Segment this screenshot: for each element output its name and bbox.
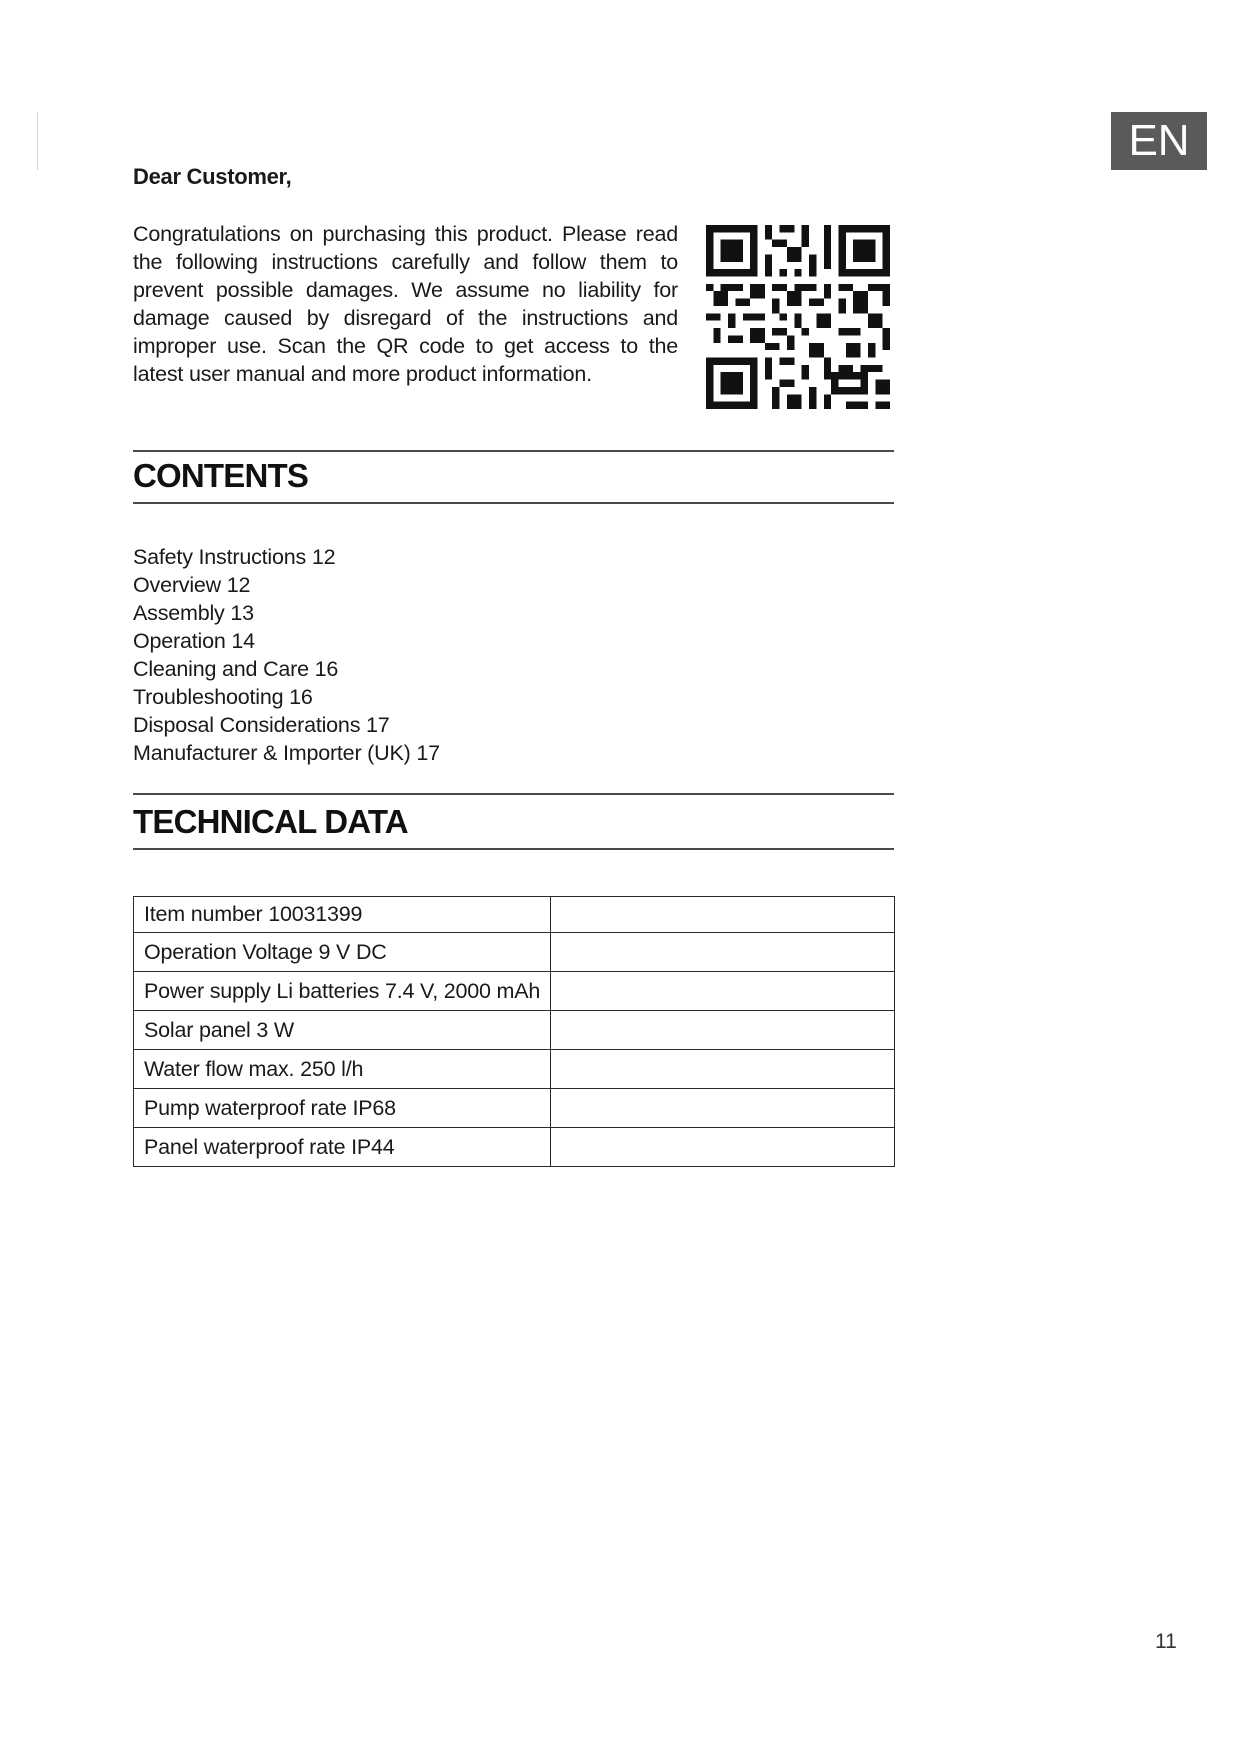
contents-item[interactable]: Safety Instructions 12 — [133, 545, 336, 569]
table-row — [134, 933, 895, 972]
table-cell-spec: Panel waterproof rate IP44 — [134, 1128, 551, 1167]
table-row — [134, 1128, 895, 1167]
page-number: 11 — [1155, 1630, 1177, 1653]
table-cell-spec: Solar panel 3 W — [134, 1011, 551, 1050]
contents-item[interactable]: Troubleshooting 16 — [133, 685, 313, 709]
qr-code[interactable] — [706, 224, 890, 410]
table-row — [134, 1011, 895, 1050]
technical-data-bottom-rule — [133, 848, 894, 850]
table-row — [134, 972, 895, 1011]
table-cell-spec: Operation Voltage 9 V DC — [134, 933, 551, 972]
technical-data-top-rule — [133, 793, 894, 795]
table-cell-spec: Item number 10031399 — [134, 897, 551, 933]
contents-title: CONTENTS — [133, 457, 309, 494]
language-badge: EN — [1111, 112, 1207, 170]
contents-item[interactable]: Overview 12 — [133, 573, 251, 597]
table-cell-empty — [551, 1050, 895, 1089]
contents-list — [133, 543, 440, 767]
contents-item[interactable]: Cleaning and Care 16 — [133, 657, 339, 681]
table-cell-empty — [551, 1011, 895, 1050]
table-cell-empty — [551, 933, 895, 972]
contents-item[interactable]: Operation 14 — [133, 629, 255, 653]
table-cell-spec: Pump waterproof rate IP68 — [134, 1089, 551, 1128]
greeting: Dear Customer, — [133, 164, 292, 189]
table-cell-spec: Power supply Li batteries 7.4 V, 2000 mAh — [134, 972, 551, 1011]
contents-item[interactable]: Manufacturer & Importer (UK) 17 — [133, 741, 440, 765]
contents-item[interactable]: Disposal Considerations 17 — [133, 713, 390, 737]
intro-paragraph: Congratulations on purchasing this product. Please read the following instructions carefully and follow them to prevent possible damages. We assume no liability for damage caused by disregard of the instructions and improper use. Scan the QR code to get access to the latest user manual and more product information. — [133, 222, 678, 386]
technical-data-title: TECHNICAL DATA — [133, 803, 408, 840]
table-row — [134, 1050, 895, 1089]
table-cell-empty — [551, 1128, 895, 1167]
contents-bottom-rule — [133, 502, 894, 504]
table-cell-empty — [551, 972, 895, 1011]
margin-mark — [37, 112, 38, 170]
contents-top-rule — [133, 450, 894, 452]
table-cell-empty — [551, 1089, 895, 1128]
table-cell-empty — [551, 897, 895, 933]
table-row — [134, 1089, 895, 1128]
technical-data-table — [133, 896, 895, 1167]
table-cell-spec: Water flow max. 250 l/h — [134, 1050, 551, 1089]
contents-item[interactable]: Assembly 13 — [133, 601, 254, 625]
table-row — [134, 897, 895, 933]
